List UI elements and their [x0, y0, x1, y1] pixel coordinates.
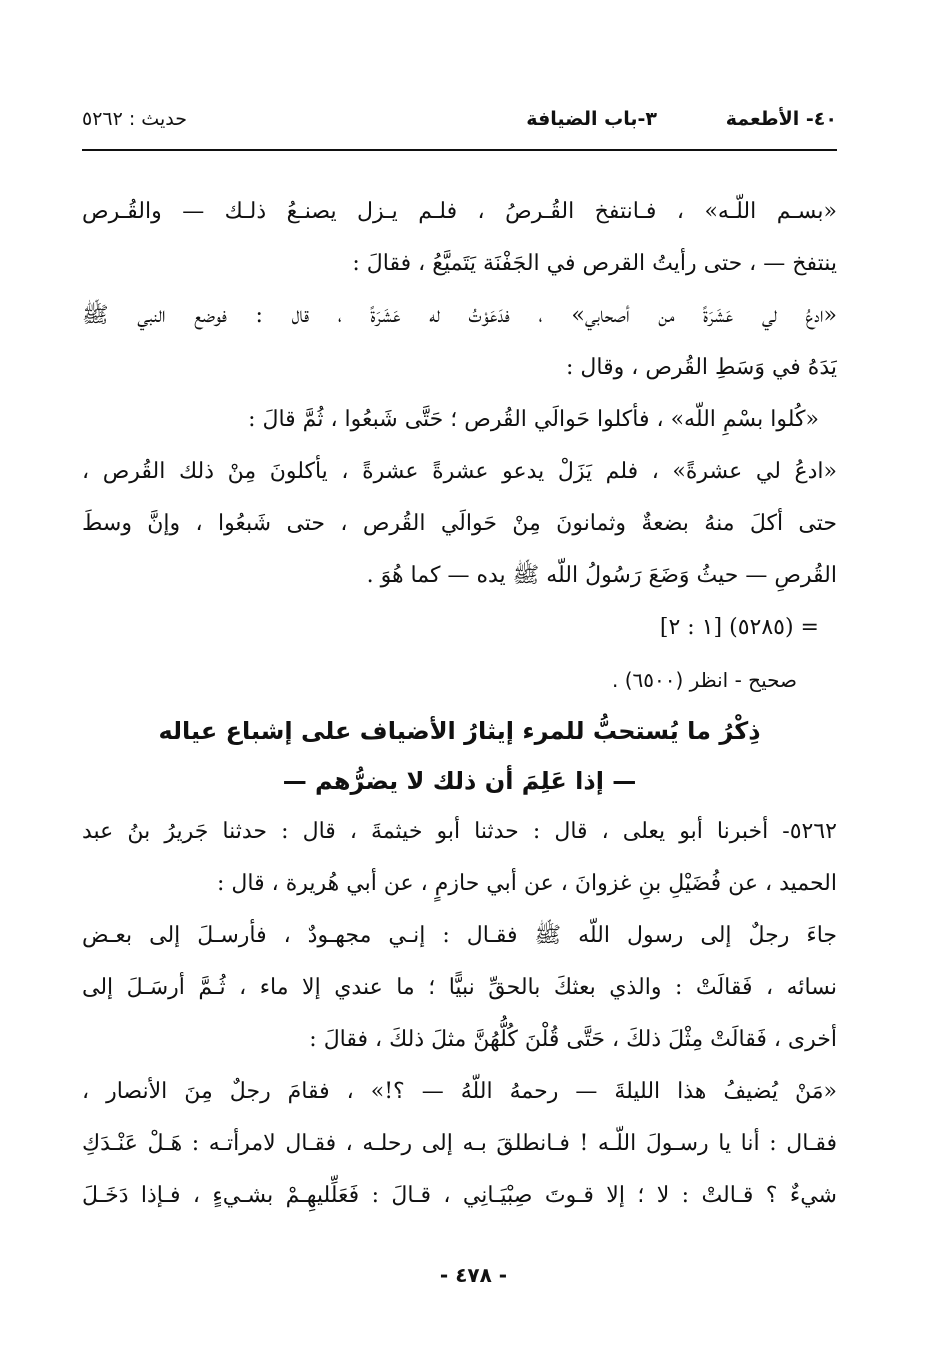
- section-subheading: — إذا عَلِمَ أن ذلك لا يضرُّهم —: [282, 767, 637, 795]
- running-header: [82, 108, 837, 144]
- text-line: «مَنْ يُضيفُ هذا الليلةَ — رحمهُ اللّهُ — ؟!» ، فقامَ رجلٌ مِنَ الأنصار ،: [82, 1079, 837, 1104]
- text-line: «ادعُ لي عَشَرَةً من أصحابي» ، فدَعَوْتُ له عَشَرَةً ، قال : فوضع النبي ﷺ: [82, 303, 837, 328]
- header-rule: [82, 149, 837, 151]
- text-line: حتى أكلَ منهُ بضعةٌ وثمانونَ مِنْ حَوالَي القُرص ، حتى شَبعُوا ، وإنَّ وسطَ: [82, 511, 837, 536]
- page-number: - ٤٧٨ -: [439, 1263, 508, 1287]
- text-line: ينتفخ — ، حتى رأيتُ القرص في الجَفْنَة يَتَميَّعُ ، فقالَ :: [352, 251, 837, 276]
- book-title: ٤٠- الأطعمة: [725, 108, 837, 130]
- chapter-title: ٣-باب الضيافة: [526, 108, 657, 130]
- text-line: «ادعُ لي عشرةً» ، فلم يَزَلْ يدعو عشرةً عشرةً ، يأكلونَ مِنْ ذلك القُرص ،: [82, 459, 837, 484]
- text-line: نسائه ، فَقالَتْ : والذي بعثكَ بالحقِّ نبيًّا ؛ ما عندي إلا ماء ، ثُـمَّ أرسَـلَ إلى: [82, 975, 837, 1000]
- text-line: أخرى ، فَقالَتْ مِثْلَ ذلكَ ، حَتَّى قُلْنَ كُلُّهُنَّ مثلَ ذلكَ ، فقالَ :: [309, 1027, 837, 1052]
- hadith-isnad-line: الحميد ، عن فُضَيْلِ بنِ غزوانَ ، عن أبي حازمٍ ، عن أبي هُريرة ، قال :: [217, 871, 837, 896]
- text-line: القُرصِ — حيثُ وَضَعَ رَسُولُ اللّه ﷺ يده — كما هُوَ .: [366, 563, 837, 588]
- text-line: فقـال : أنا يا رسـولَ اللّـه ! فـانطلقَ بـه إلى رحلـه ، فقـال لامرأتـه : هَـلْ عَنْـدَكِ: [82, 1131, 837, 1156]
- text-line: يَدَهُ في وَسَطِ القُرص ، وقال :: [566, 355, 837, 380]
- cross-reference: = (٥٢٨٥) [١ : ٢]: [659, 615, 819, 640]
- hadith-isnad-line: ٥٢٦٢- أخبرنا أبو يعلى ، قال : حدثنا أبو خيثمةَ ، قال : حدثنا جَريرُ بنُ عبد: [82, 819, 837, 844]
- text-line: «كُلوا بسْمِ اللّه» ، فأكلوا حَوالَي القُرص ؛ حَتَّى شَبعُوا ، ثُمَّ قالَ :: [248, 407, 819, 432]
- section-heading: ذِكْرُ ما يُستحبُّ للمرء إيثارُ الأضياف على إشباع عياله: [158, 717, 761, 745]
- grading-note: صحيح - انظر (٦٥٠٠) .: [612, 668, 797, 692]
- page-body: [82, 186, 837, 1222]
- text-line: جاءَ رجلٌ إلى رسول اللّه ﷺ فقـال : إنـي مجهـودٌ ، فأرسـلَ إلى بعـض: [82, 923, 837, 948]
- text-line: «بسـم اللّـه» ، فـانتفخ القُـرصُ ، فلـم يـزل يصنـعُ ذلـك — والقُـرص: [82, 199, 837, 224]
- hadith-reference: حديث : ٥٢٦٢: [82, 108, 187, 130]
- text-line: شيءٌ ؟ قـالتْ : لا ؛ إلا قـوتَ صِبْيَـانِي ، قـالَ : فَعَلِّليهِـمْ بشـيءٍ ، فـإذا دَخَـلَ: [82, 1183, 837, 1208]
